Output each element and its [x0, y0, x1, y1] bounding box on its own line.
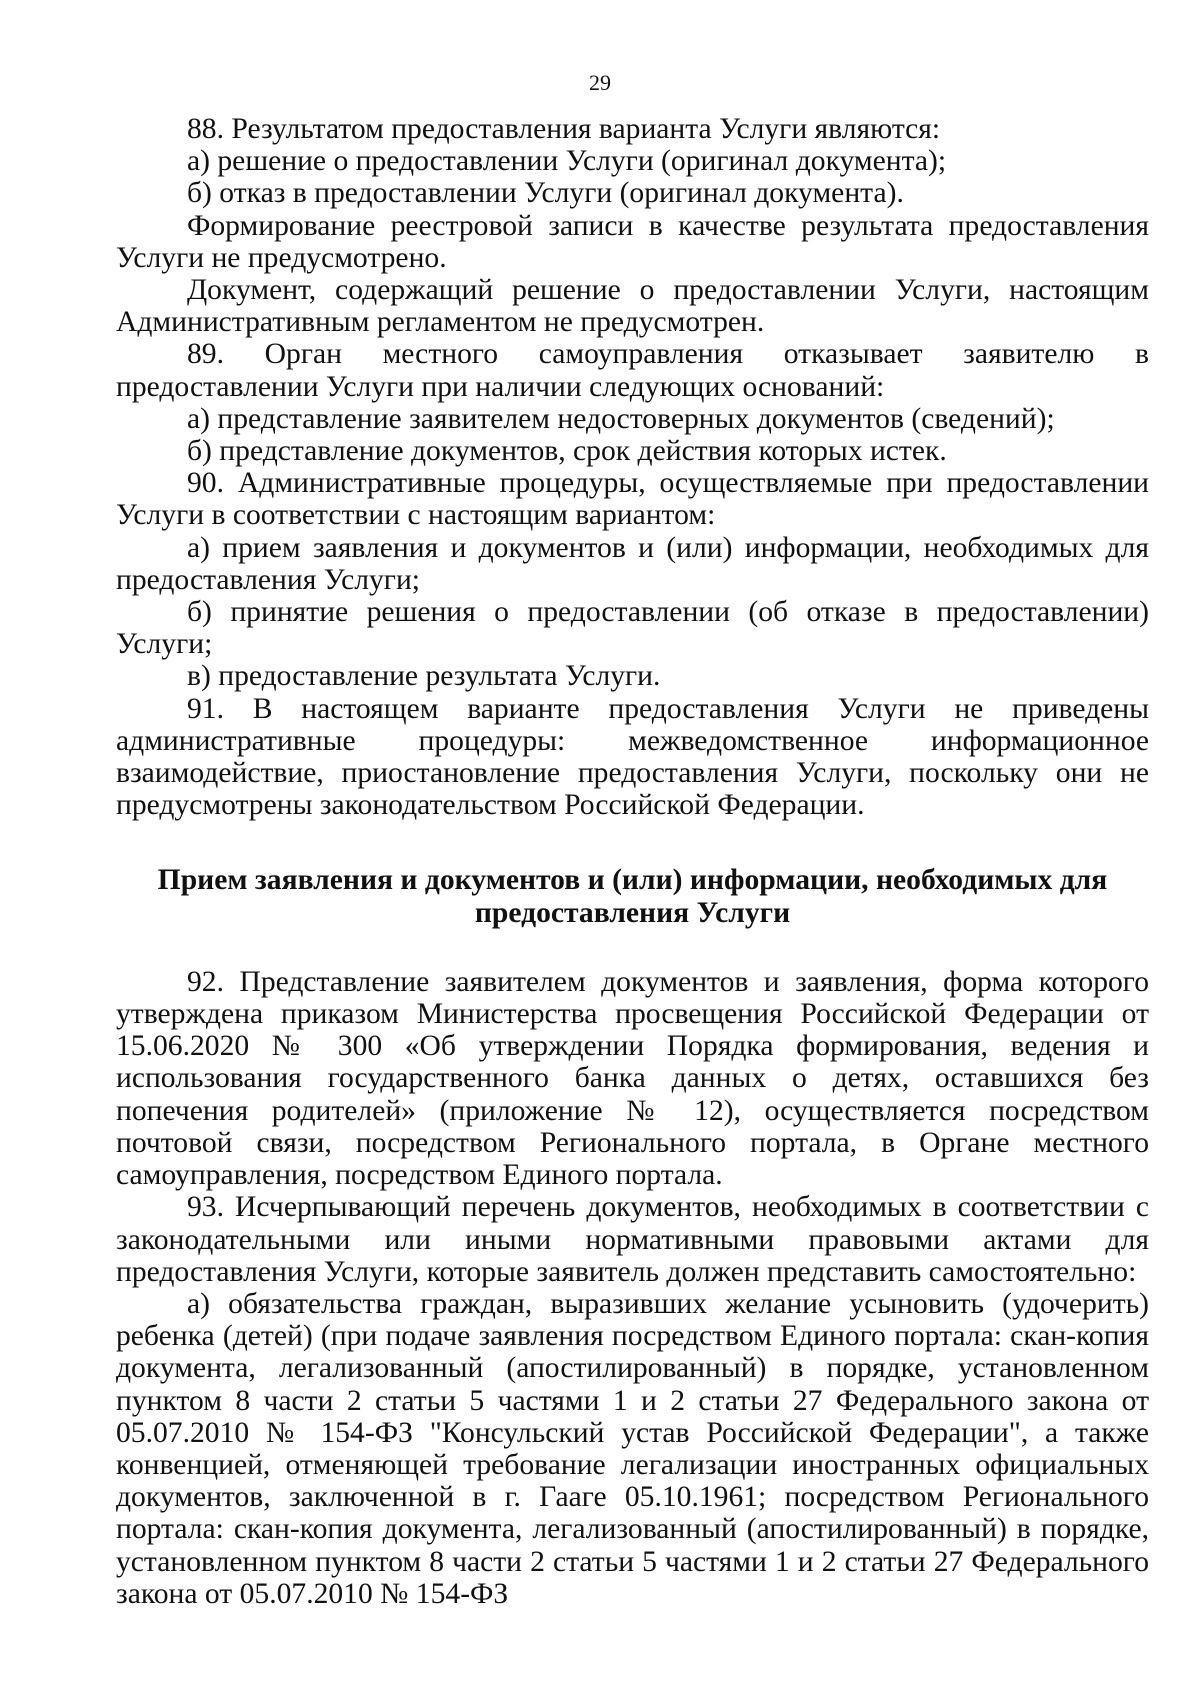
paragraph-92: 92. Представление заявителем документов и заявления, форма которого утверждена приказом Министерства просвещения Российской Федерации от 15.06.2020 № 300 «Об утверждении Порядка формирования, ведения и использования государственного банка данных о детях, оставшихся без попечения родителей» (приложение № 12), осуществляется посредством почтовой связи, посредством Регионального портала, в Органе местного самоуправления, посредством Единого портала. [116, 965, 1149, 1192]
section-heading-line-1: Прием заявления и документов и (или) информации, необходимых для [157, 864, 1108, 897]
paragraph-registry-record: Формирование реестровой записи в качестве результата предоставления Услуги не предусмотрено. [116, 209, 1149, 274]
paragraph-88-b: б) отказ в предоставлении Услуги (оригинал документа). [187, 177, 904, 210]
section-heading [116, 864, 1149, 928]
paragraph-90: 90. Административные процедуры, осуществляемые при предоставлении Услуги в соответствии с настоящим вариантом: [116, 467, 1149, 532]
paragraph-93-a: а) обязательства граждан, выразивших желание усыновить (удочерить) ребенка (детей) (при подаче заявления посредством Единого портала: скан-копия документа, легализованный (апостилированный) в порядке, установленном пунктом 8 части 2 статьи 5 частями 1 и 2 статьи 27 Федерального закона от 05.07.2010 № 154-ФЗ "Консульский устав Российской Федерации", а также конвенцией, отменяющей требование легализации иностранных официальных документов, заключенной в г. Гааге 05.10.1961; посредством Регионального портала: скан-копия документа, легализованный (апостилированный) в порядке, установленном пунктом 8 части 2 статьи 5 частями 1 и 2 статьи 27 Федерального закона от 05.07.2010 № 154-ФЗ [116, 1287, 1149, 1610]
paragraph-88: 88. Результатом предоставления варианта Услуги являются: [187, 113, 941, 145]
paragraph-89-b: б) представление документов, срок действия которых истек. [187, 435, 947, 468]
paragraph-93: 93. Исчерпывающий перечень документов, необходимых в соответствии с законодательными или иными нормативными правовыми актами для предоставления Услуги, которые заявитель должен представить самостоятельно: [116, 1191, 1149, 1288]
paragraph-decision-document: Документ, содержащий решение о предоставлении Услуги, настоящим Административным регламентом не предусмотрен. [116, 274, 1149, 339]
paragraph-89-a: а) представление заявителем недостоверных документов (сведений); [187, 402, 1055, 435]
paragraph-89: 89. Орган местного самоуправления отказывает заявителю в предоставлении Услуги при наличии следующих оснований: [116, 338, 1149, 403]
paragraph-88-a: а) решение о предоставлении Услуги (оригинал документа); [187, 145, 947, 178]
section-heading-line-2: предоставления Услуги [474, 896, 791, 929]
paragraph-91: 91. В настоящем варианте предоставления Услуги не приведены административные процедуры: межведомственное информационное взаимодействие, приостановление предоставления Услуги, поскольку они не предусмотрены законодательством Российской Федерации. [116, 692, 1149, 822]
paragraph-90-c: в) предоставление результата Услуги. [187, 660, 661, 693]
paragraph-90-a: а) прием заявления и документов и (или) информации, необходимых для предоставления Услуги; [116, 531, 1149, 596]
document-body [116, 113, 1149, 1610]
page-number: 29 [589, 70, 611, 95]
paragraph-90-b: б) принятие решения о предоставлении (об отказе в предоставлении) Услуги; [116, 596, 1149, 661]
